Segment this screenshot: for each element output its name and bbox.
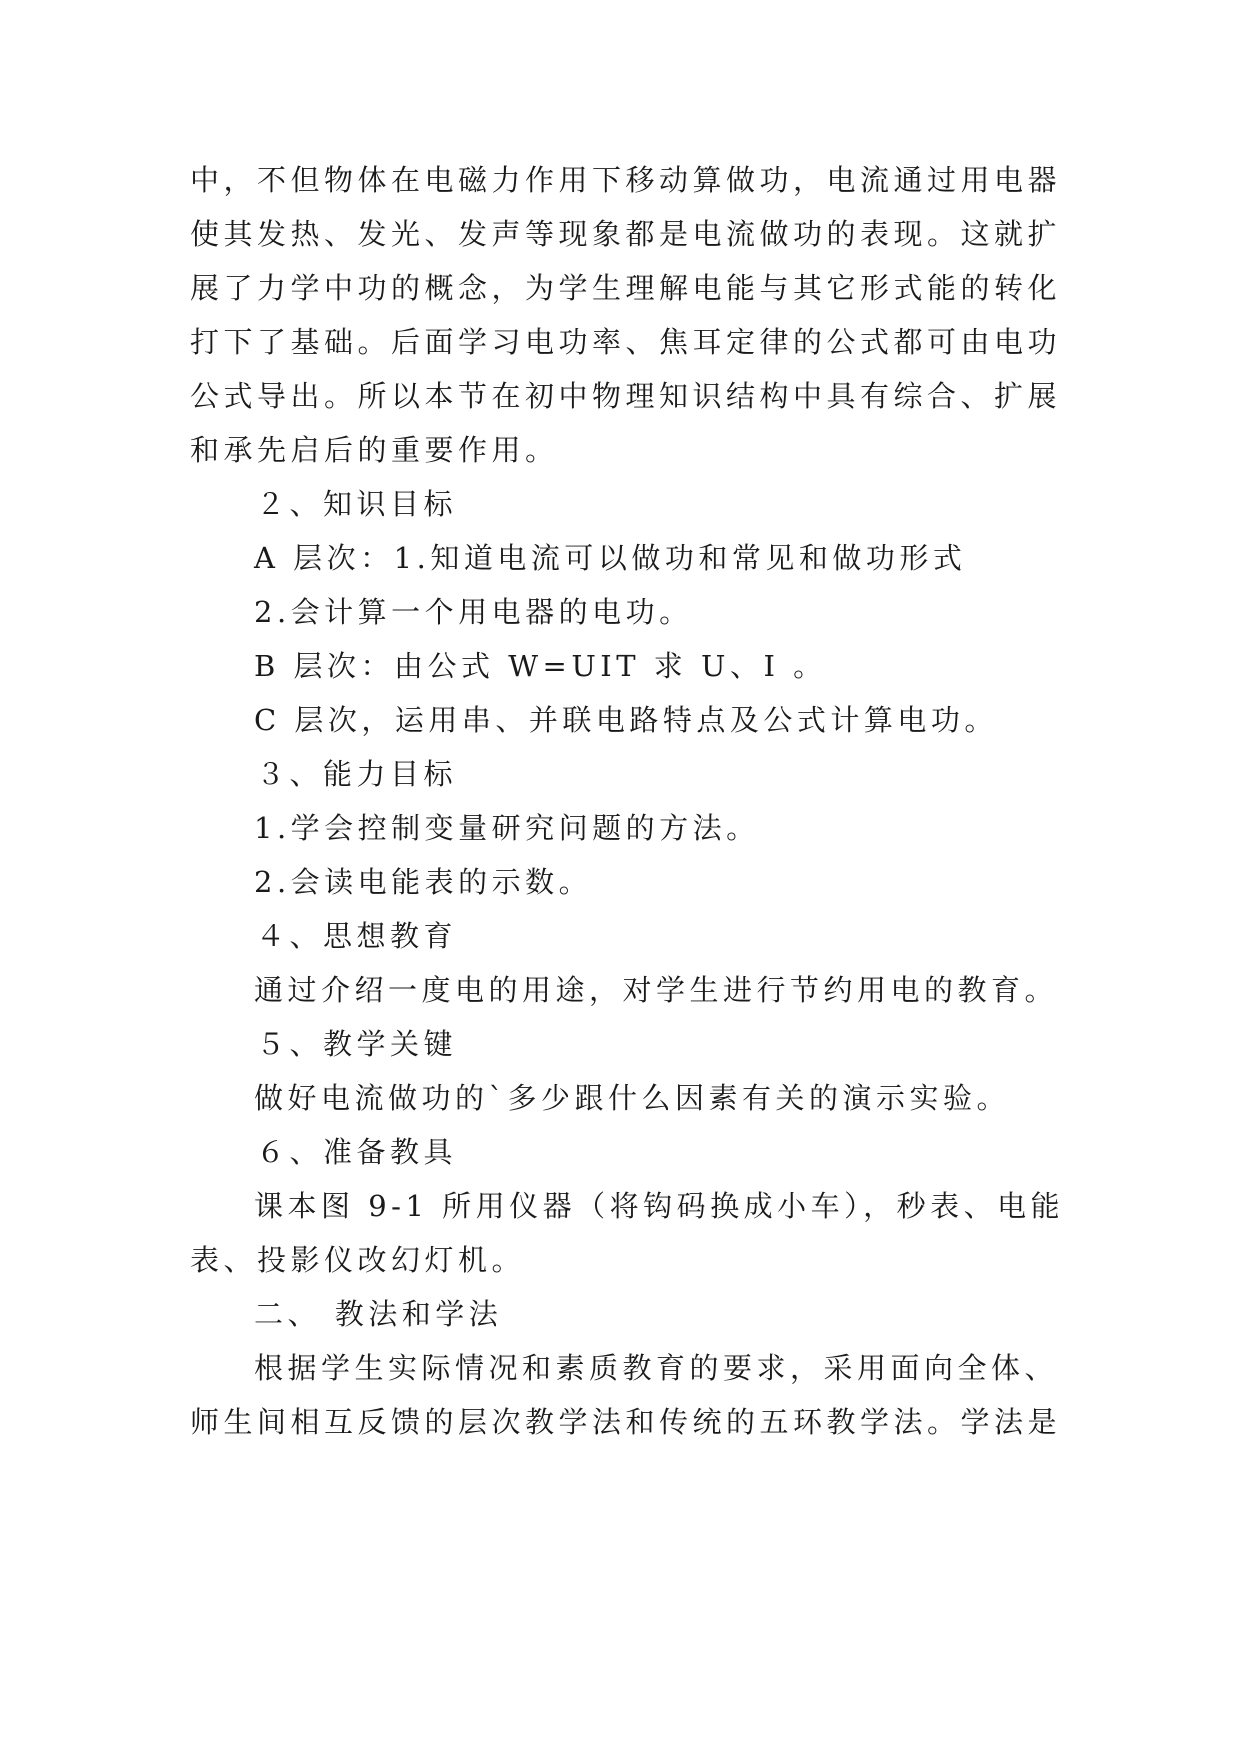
paragraph-line: 中，不但物体在电磁力作用下移动算做功，电流通过用电器 — [190, 163, 1062, 197]
list-item: B 层次：由公式 W=UIT 求 U、I 。 — [254, 649, 827, 683]
section-heading: 二、 教法和学法 — [254, 1297, 503, 1331]
paragraph-line: 做好电流做功的`多少跟什么因素有关的演示实验。 — [254, 1081, 1011, 1115]
paragraph-line: 展了力学中功的概念，为学生理解电能与其它形式能的转化 — [190, 271, 1062, 305]
section-heading: ６、准备教具 — [256, 1135, 458, 1169]
paragraph-line: 和承先启后的重要作用。 — [190, 433, 559, 467]
paragraph-line: 使其发热、发光、发声等现象都是电流做功的表现。这就扩 — [190, 217, 1062, 251]
section-heading: ２、知识目标 — [256, 487, 458, 521]
paragraph-line: 师生间相互反馈的层次教学法和传统的五环教学法。学法是 — [190, 1405, 1062, 1439]
list-item: 1.学会控制变量研究问题的方法。 — [254, 811, 760, 845]
section-heading: ３、能力目标 — [256, 757, 458, 791]
paragraph-line: 通过介绍一度电的用途，对学生进行节约用电的教育。 — [254, 973, 1059, 1007]
paragraph-line: 打下了基础。后面学习电功率、焦耳定律的公式都可由电功 — [190, 325, 1062, 359]
section-heading: ５、教学关键 — [256, 1027, 458, 1061]
list-item: A 层次：1.知道电流可以做功和常见和做功形式 — [254, 541, 967, 575]
list-item: 2.会读电能表的示数。 — [254, 865, 593, 899]
paragraph-line: 根据学生实际情况和素质教育的要求，采用面向全体、 — [254, 1351, 1059, 1385]
list-item: 2.会计算一个用电器的电功。 — [254, 595, 693, 629]
list-item: C 层次，运用串、并联电路特点及公式计算电功。 — [254, 703, 998, 737]
paragraph-line: 表、投影仪改幻灯机。 — [190, 1243, 526, 1277]
section-heading: ４、思想教育 — [256, 919, 458, 953]
paragraph-line: 公式导出。所以本节在初中物理知识结构中具有综合、扩展 — [190, 379, 1062, 413]
paragraph-line: 课本图 9-1 所用仪器（将钩码换成小车），秒表、电能 — [254, 1189, 1065, 1223]
